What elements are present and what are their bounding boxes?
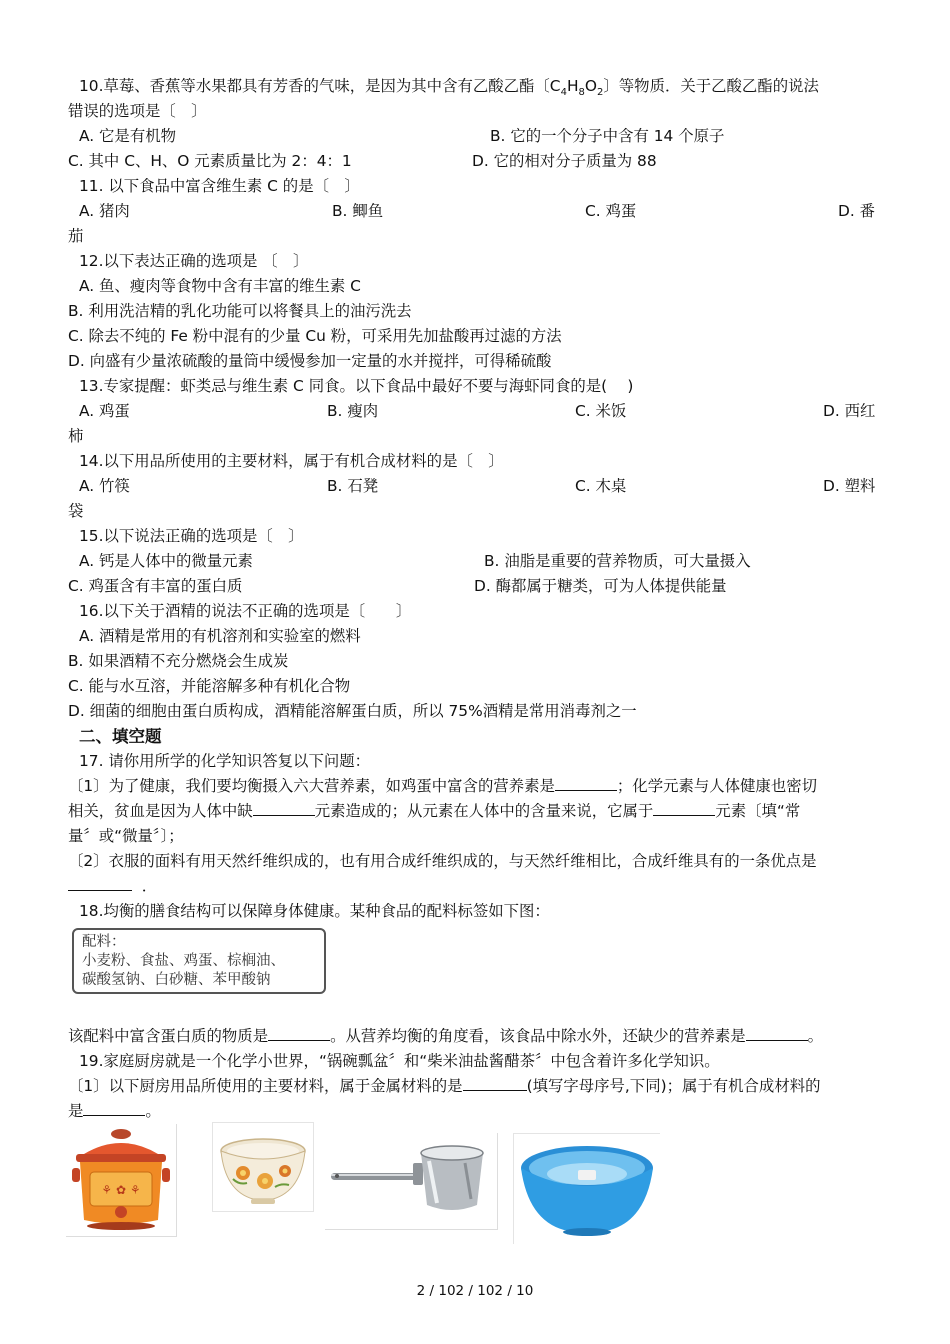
q12-stem: 12.以下表达正确的选项是 〔 〕 xyxy=(79,252,309,270)
q16-option-d: D. 细菌的细胞由蛋白质构成，酒精能溶解蛋白质，所以 75%酒精是常用消毒剂之一 xyxy=(68,702,637,720)
q16-option-c: C. 能与水互溶，并能溶解多种有机化合物 xyxy=(68,677,351,695)
q11-option-b: B. 鲫鱼 xyxy=(332,202,384,220)
q12-option-a: A. 鱼、瘦肉等食物中含有丰富的维生素 C xyxy=(79,277,361,295)
q12-option-d: D. 向盛有少量浓硫酸的量筒中缓慢参加一定量的水并搅拌，可得稀硫酸 xyxy=(68,352,552,370)
svg-text:⚘ ✿ ⚘: ⚘ ✿ ⚘ xyxy=(101,1183,141,1197)
q13-stem: 13.专家提醒：虾类忌与维生素 C 同食。以下食品中最好不要与海虾同食的是( ) xyxy=(79,377,634,395)
q10-stem-line2: 错误的选项是〔 〕 xyxy=(68,102,207,120)
q18-blank-1[interactable] xyxy=(268,1024,330,1041)
plastic-basin-image xyxy=(513,1133,660,1244)
q11-option-d: D. 番 xyxy=(838,202,876,220)
ceramic-bowl-image xyxy=(212,1122,314,1212)
section-heading-fill-blank: 二、填空题 xyxy=(79,727,162,746)
q11-stem: 11. 以下食品中富含维生素 C 的是〔 〕 xyxy=(79,177,360,195)
q17-blank-2[interactable] xyxy=(253,799,315,816)
q19-part1-line2: 是 。 xyxy=(68,1099,882,1124)
q13-option-b: B. 瘦肉 xyxy=(327,402,379,420)
q11-option-a: A. 猪肉 xyxy=(79,202,130,220)
q15-stem: 15.以下说法正确的选项是〔 〕 xyxy=(79,527,304,545)
q18-stem: 18.均衡的膳食结构可以保障身体健康。某种食品的配料标签如下图： xyxy=(79,902,550,920)
q14-option-d-cont: 袋 xyxy=(68,502,84,520)
q17-blank-1[interactable] xyxy=(555,774,617,791)
q19-stem: 19.家庭厨房就是一个化学小世界，“锅碗瓢盆〞和“柴米油盐酱醋茶〞中包含着许多化学知识。 xyxy=(79,1052,720,1070)
q13-option-d: D. 西红 xyxy=(823,402,876,420)
q17-part2-line1: 〔2〕衣服的面料有用天然纤维织成的，也有用合成纤维织成的，与天然纤维相比，合成纤维具有的一条优点是 xyxy=(68,852,817,870)
q10-option-c: C. 其中 C、H、O 元素质量比为 2：4：1 xyxy=(68,152,352,170)
q14-option-d: D. 塑料 xyxy=(823,477,876,495)
q10-option-b: B. 它的一个分子中含有 14 个原子 xyxy=(490,127,725,145)
q18-question: 该配料中富含蛋白质的物质是 。从营养均衡的角度看，该食品中除水外，还缺少的营养素是 。 xyxy=(68,1024,882,1049)
q14-option-b: B. 石凳 xyxy=(327,477,379,495)
q10-option-a: A. 它是有机物 xyxy=(79,127,176,145)
q18-blank-2[interactable] xyxy=(746,1024,808,1041)
q19-blank-1[interactable] xyxy=(463,1074,527,1091)
q13-option-d-cont: 柿 xyxy=(68,427,84,445)
q17-stem: 17. 请你用所学的化学知识答复以下问题： xyxy=(79,752,371,770)
q16-option-b: B. 如果酒精不充分燃烧会生成炭 xyxy=(68,652,289,670)
q19-part1-line1: 〔1〕以下厨房用品所使用的主要材料，属于金属材料的是 (填写字母序号,下同)；属于有机合成材料的 xyxy=(68,1074,882,1099)
q10-option-d: D. 它的相对分子质量为 88 xyxy=(472,152,657,170)
q15-option-d: D. 酶都属于糖类，可为人体提供能量 xyxy=(474,577,727,595)
q17-part1-line2: 相关，贫血是因为人体中缺 元素造成的；从元素在人体中的含量来说，它属于 元素〔填“常 xyxy=(68,799,882,824)
q15-option-b: B. 油脂是重要的营养物质，可大量摄入 xyxy=(484,552,751,570)
ingredient-label-line1: 小麦粉、食盐、鸡蛋、棕榈油、 xyxy=(82,953,285,969)
q14-option-a: A. 竹筷 xyxy=(79,477,130,495)
q14-option-c: C. 木桌 xyxy=(575,477,627,495)
q17-blank-3[interactable] xyxy=(653,799,715,816)
q16-option-a: A. 酒精是常用的有机溶剂和实验室的燃料 xyxy=(79,627,361,645)
q14-stem: 14.以下用品所使用的主要材料，属于有机合成材料的是〔 〕 xyxy=(79,452,504,470)
q10-stem: 10.草莓、香蕉等水果都具有芳香的气味，是因为其中含有乙酸乙酯〔$C_4H_8O_2$〕等物质．关于乙酸乙酯的说法 xyxy=(79,77,819,99)
q15-option-c: C. 鸡蛋含有丰富的蛋白质 xyxy=(68,577,243,595)
q15-option-a: A. 钙是人体中的微量元素 xyxy=(79,552,253,570)
q11-option-c: C. 鸡蛋 xyxy=(585,202,637,220)
page-number: 2 / 102 / 102 / 10 xyxy=(416,1283,534,1299)
q17-part1-line3: 量〞或“微量〞〕； xyxy=(68,827,184,845)
rice-cooker-image xyxy=(66,1124,177,1237)
ingredient-label-title: 配料： xyxy=(82,934,126,950)
q16-stem: 16.以下关于酒精的说法不正确的选项是〔 〕 xyxy=(79,602,412,620)
q12-option-b: B. 利用洗洁精的乳化功能可以将餐具上的油污洗去 xyxy=(68,302,412,320)
ingredient-label-image xyxy=(72,928,326,994)
q11-option-d-cont: 茄 xyxy=(68,227,84,245)
ingredient-label-line2: 碳酸氢钠、白砂糖、苯甲酸钠 xyxy=(82,972,271,988)
q17-blank-4[interactable] xyxy=(68,874,132,891)
q17-part2-line2: ． xyxy=(68,874,882,899)
steel-ladle-image xyxy=(325,1133,498,1230)
q12-option-c: C. 除去不纯的 Fe 粉中混有的少量 Cu 粉，可采用先加盐酸再过滤的方法 xyxy=(68,327,562,345)
q13-option-a: A. 鸡蛋 xyxy=(79,402,130,420)
q13-option-c: C. 米饭 xyxy=(575,402,627,420)
q19-blank-2[interactable] xyxy=(83,1099,145,1116)
q17-part1-line1: 〔1〕为了健康，我们要均衡摄入六大营养素，如鸡蛋中富含的营养素是 ；化学元素与人体健康也密切 xyxy=(68,774,882,799)
